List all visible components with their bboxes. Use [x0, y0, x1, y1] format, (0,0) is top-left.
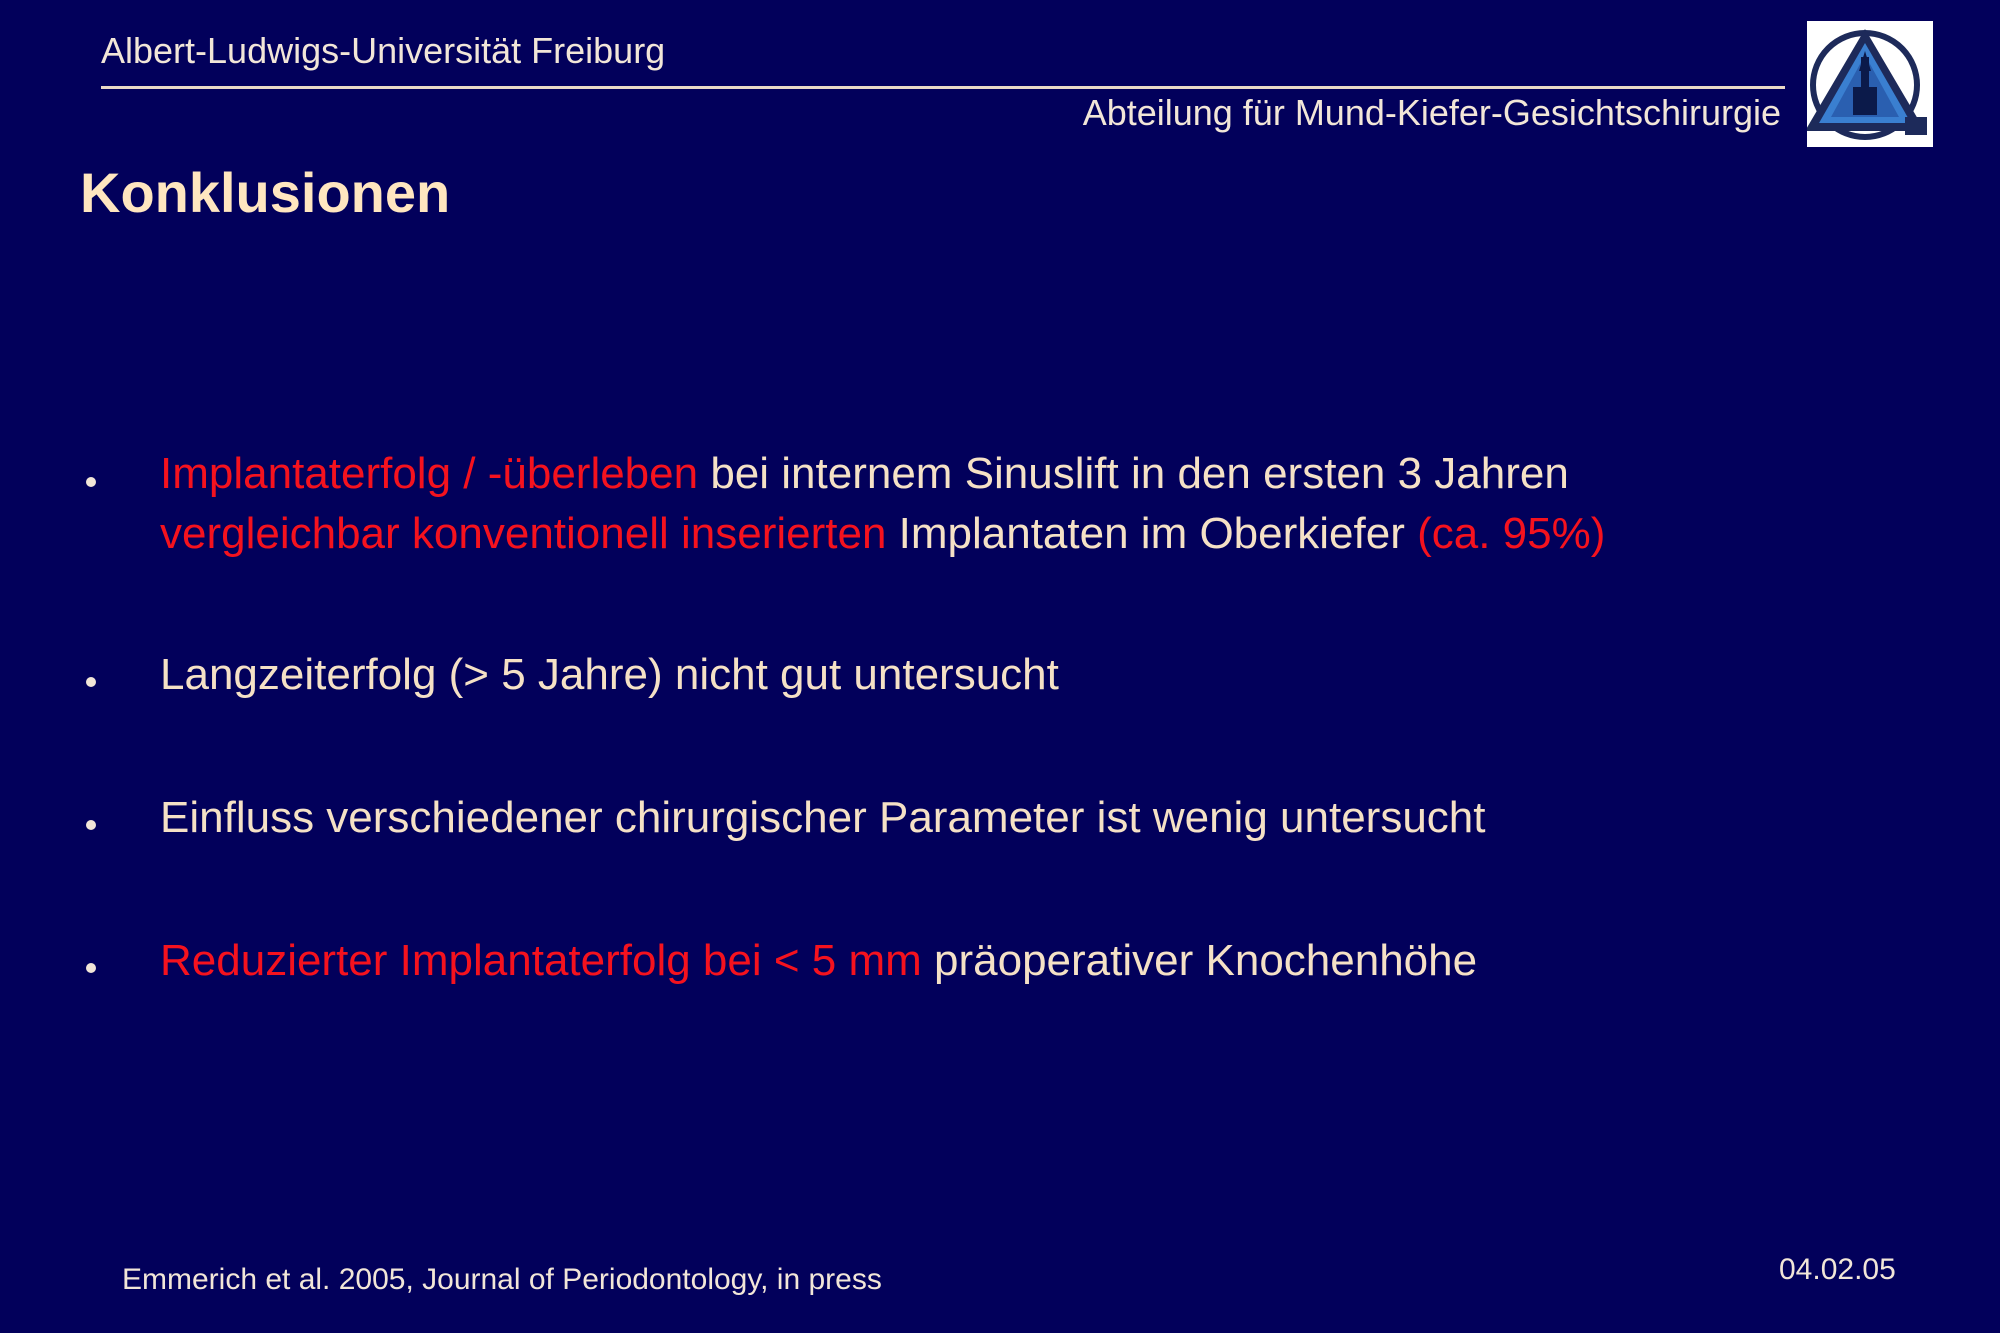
bullet-4-highlight: Reduzierter Implantaterfolg bei < 5 mm	[160, 936, 922, 985]
bullet-dot	[86, 677, 96, 687]
university-logo-icon	[1807, 21, 1933, 147]
bullet-item-2: Langzeiterfolg (> 5 Jahre) nicht gut untersucht	[160, 650, 1059, 699]
bullet-1-text-2: Implantaten im Oberkiefer	[886, 509, 1418, 558]
bullet-1-highlight: Implantaterfolg / -überleben	[160, 449, 699, 498]
bullet-1-highlight-3: (ca. 95%)	[1417, 509, 1606, 558]
bullet-1-line-1	[160, 444, 1605, 504]
bullet-item-4	[160, 931, 1477, 991]
header-divider	[101, 86, 1785, 89]
bullet-item-1	[160, 444, 1605, 564]
header-university: Albert-Ludwigs-Universität Freiburg	[101, 30, 666, 71]
bullet-4-text: präoperativer Knochenhöhe	[921, 936, 1478, 985]
bullet-1-line-2	[160, 504, 1605, 564]
footer-citation: Emmerich et al. 2005, Journal of Periodontology, in press	[122, 1263, 882, 1296]
bullet-dot	[86, 820, 96, 830]
footer-date: 04.02.05	[1779, 1253, 1896, 1286]
bullet-item-3: Einfluss verschiedener chirurgischer Parameter ist wenig untersucht	[160, 793, 1486, 842]
header-department: Abteilung für Mund-Kiefer-Gesichtschirurgie	[1082, 92, 1781, 133]
bullet-1-text: bei internem Sinuslift in den ersten 3 Jahren	[698, 449, 1569, 498]
bullet-dot	[86, 477, 96, 487]
bullet-1-highlight-2: vergleichbar konventionell inserierten	[160, 509, 887, 558]
slide-title: Konklusionen	[80, 161, 451, 224]
bullet-dot	[86, 963, 96, 973]
